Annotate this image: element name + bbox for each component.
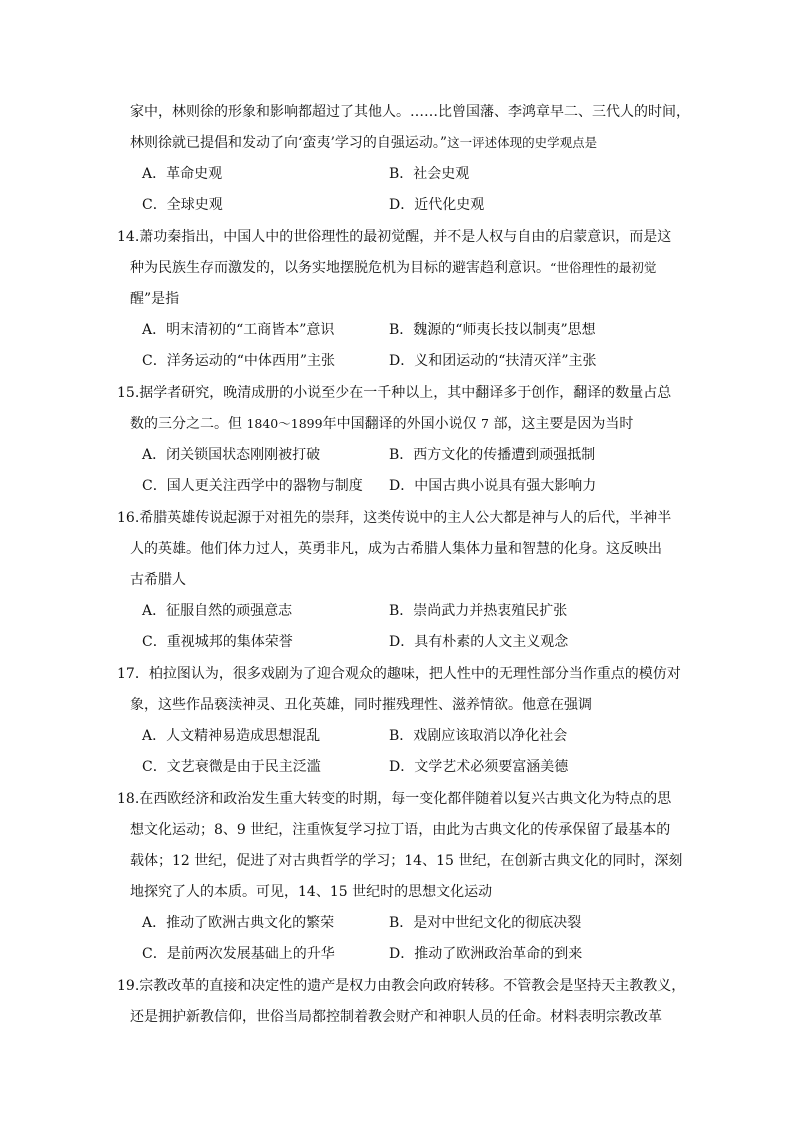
q17-line-1: 17．柏拉图认为，很多戏剧为了迎合观众的趣味，把人性中的无理性部分当作重点的模仿对 bbox=[117, 666, 681, 682]
q13-line-2 bbox=[130, 133, 597, 153]
q13-line-1: 家中，林则徐的形象和影响都超过了其他人。……比曾国藩、李鸿章早二、三代人的时间， bbox=[130, 104, 690, 120]
q18-option-c: C．是前两次发展基础上的升华 bbox=[142, 946, 335, 962]
q13-option-d: D．近代化史观 bbox=[389, 197, 485, 213]
q15-line-2 bbox=[130, 414, 633, 434]
q16-option-d: D．具有朴素的人文主义观念 bbox=[389, 634, 569, 650]
q13-option-b: B．社会史观 bbox=[389, 166, 470, 182]
q18-option-d: D．推动了欧洲政治革命的到来 bbox=[389, 946, 583, 962]
q16-line-3: 古希腊人 bbox=[130, 572, 186, 588]
q17-option-b: B．戏剧应该取消以净化社会 bbox=[389, 728, 568, 744]
q18-line-2: 想文化运动；8、9 世纪，注重恢复学习拉丁语，由此为古典文化的传承保留了最基本的 bbox=[130, 822, 671, 838]
q18-option-b: B．是对中世纪文化的彻底决裂 bbox=[389, 915, 582, 931]
q15-option-a: A．闭关锁国状态刚刚被打破 bbox=[142, 447, 321, 463]
q13-option-a: A．革命史观 bbox=[142, 166, 223, 182]
q19-line-1: 19.宗教改革的直接和决定性的遗产是权力由教会向政府转移。不管教会是坚持天主教教义， bbox=[117, 978, 686, 994]
q14-option-c: C．洋务运动的“中体西用”主张 bbox=[142, 353, 336, 369]
q17-option-d: D．文学艺术必须要富涵美德 bbox=[389, 759, 569, 775]
q18-line-3: 载体；12 世纪，促进了对古典哲学的学习；14、15 世纪，在创新古典文化的同时，深刻 bbox=[130, 853, 683, 869]
q14-option-d: D．义和团运动的“扶清灭洋”主张 bbox=[389, 353, 597, 369]
q18-line-4: 地探究了人的本质。可见，14、15 世纪时的思想文化运动 bbox=[130, 884, 493, 900]
q15-line-2-tail: 部，这主要是因为当时 bbox=[493, 416, 634, 432]
q14-line-3: 醒”是指 bbox=[130, 291, 180, 307]
q15-year-range: 1840～1899 bbox=[246, 416, 323, 431]
q13-option-c: C．全球史观 bbox=[142, 197, 223, 213]
q15-line-2-text: 数的三分之二。但 bbox=[130, 416, 242, 432]
q14-line-2 bbox=[130, 258, 656, 278]
q14-line-1: 14.萧功秦指出，中国人中的世俗理性的最初觉醒，并不是人权与自由的启蒙意识，而是这 bbox=[117, 229, 672, 245]
q15-option-b: B．西方文化的传播遭到顽强抵制 bbox=[389, 447, 596, 463]
q18-line-1: 18.在西欧经济和政治发生重大转变的时期，每一变化都伴随着以复兴古典文化为特点的思 bbox=[117, 791, 672, 807]
q15-option-d: D．中国古典小说具有强大影响力 bbox=[389, 478, 597, 494]
q15-count: 7 bbox=[481, 416, 489, 431]
q18-option-a: A．推动了欧洲古典文化的繁荣 bbox=[142, 915, 335, 931]
q17-option-c: C．文艺衰微是由于民主泛滥 bbox=[142, 759, 321, 775]
q15-option-c: C．国人更关注西学中的器物与制度 bbox=[142, 478, 363, 494]
q19-line-2: 还是拥护新教信仰，世俗当局都控制着教会财产和神职人员的任命。材料表明宗教改革 bbox=[130, 1009, 662, 1025]
q13-line-2-text: 林则徐就已提倡和发动了向‘蛮夷’学习的自强运动。” bbox=[130, 135, 448, 151]
q17-line-2: 象，这些作品亵渎神灵、丑化英雄，同时摧残理性、滋养情欲。他意在强调 bbox=[130, 697, 592, 713]
q15-line-2-mid: 年中国翻译的外国小说仅 bbox=[322, 416, 477, 432]
q16-option-a: A．征服自然的顽强意志 bbox=[142, 603, 293, 619]
q16-option-c: C．重视城邦的集体荣誉 bbox=[142, 634, 293, 650]
q17-option-a: A．人文精神易造成思想混乱 bbox=[142, 728, 321, 744]
q15-line-1: 15.据学者研究，晚清成册的小说至少在一千种以上，其中翻译多于创作，翻译的数量占总 bbox=[117, 385, 672, 401]
q13-line-2-tail: 这一评述体现的史学观点是 bbox=[447, 135, 598, 150]
q16-option-b: B．崇尚武力并热衷殖民扩张 bbox=[389, 603, 568, 619]
q16-line-1: 16.希腊英雄传说起源于对祖先的崇拜，这类传说中的主人公大都是神与人的后代，半神半 bbox=[117, 510, 672, 526]
q14-option-a: A．明末清初的“工商皆本”意识 bbox=[142, 322, 335, 338]
q14-option-b: B．魏源的“师夷长技以制夷”思想 bbox=[389, 322, 596, 338]
q16-line-2: 人的英雄。他们体力过人，英勇非凡，成为古希腊人集体力量和智慧的化身。这反映出 bbox=[130, 541, 662, 557]
q14-line-2-tail: “世俗理性的最初觉 bbox=[550, 260, 657, 275]
q14-line-2-text: 种为民族生存而激发的，以务实地摆脱危机为目标的避害趋利意识。 bbox=[130, 260, 550, 276]
